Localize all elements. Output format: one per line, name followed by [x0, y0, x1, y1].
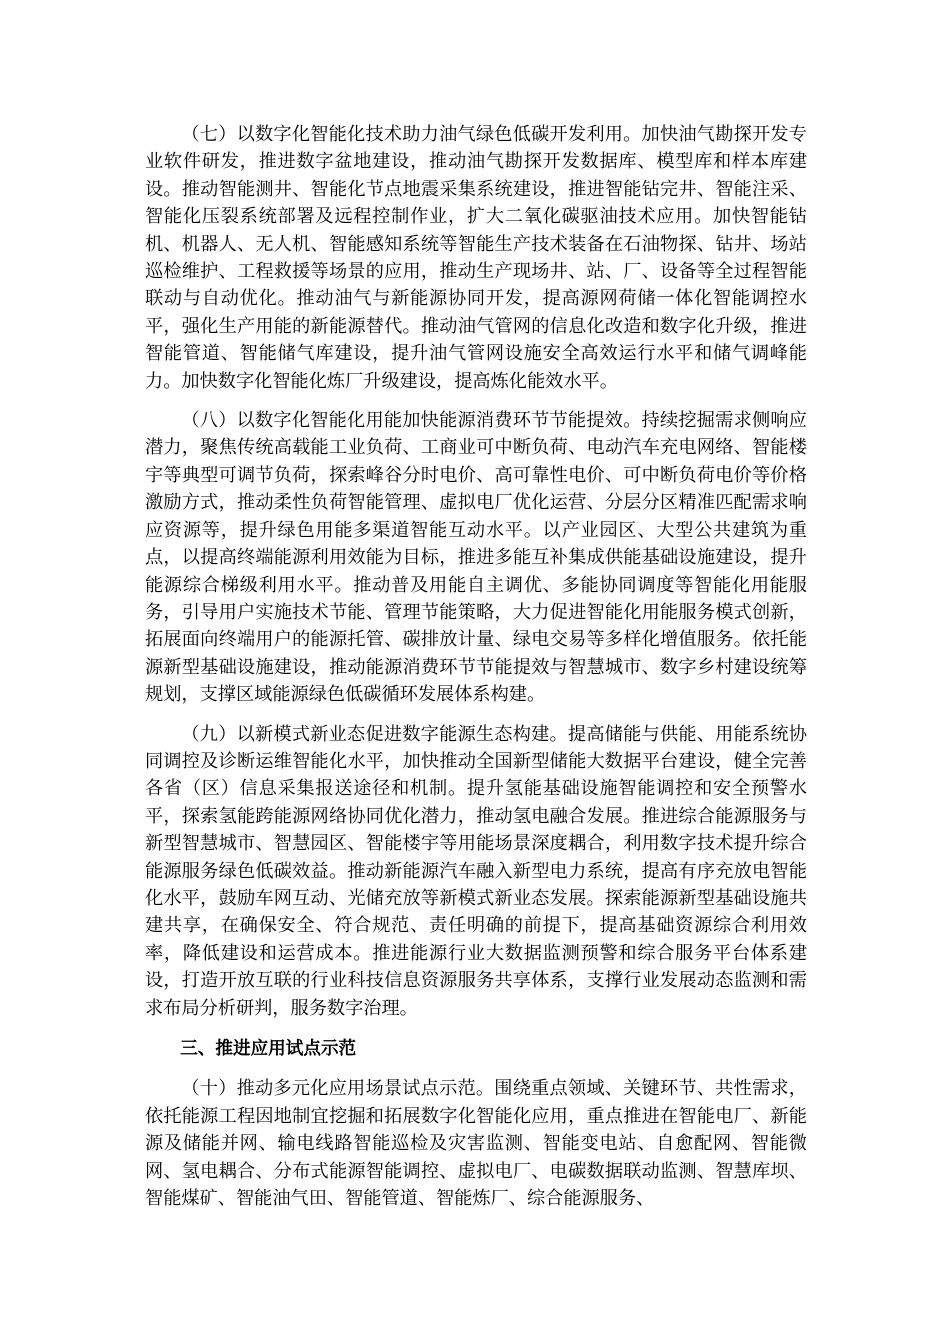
- paragraph-7-oil-gas: （七）以数字化智能化技术助力油气绿色低碳开发利用。加快油气勘探开发专业软件研发，推进数字盆地建设，推动油气勘探开发数据库、模型库和样本库建设。推动智能测井、智能化节点地震采集系统建设，推进智能钻完井、智能注采、智能化压裂系统部署及远程控制作业，扩大二氧化碳驱油技术应用。加快智能钻机、机器人、无人机、智能感知系统等智能生产技术装备在石油物探、钻井、场站巡检维护、工程救援等场景的应用，推动生产现场井、站、厂、设备等全过程智能联动与自动优化。推动油气与新能源协同开发，提高源网荷储一体化智能调控水平，强化生产用能的新能源替代。推动油气管网的信息化改造和数字化升级，推进智能管道、智能储气库建设，提升油气管网设施安全高效运行水平和储气调峰能力。加快数字化智能化炼厂升级建设，提高炼化能效水平。: [145, 124, 807, 392]
- paragraph-10-application-scenarios: （十）推动多元化应用场景试点示范。围绕重点领域、关键环节、共性需求，依托能源工程因地制宜挖掘和拓展数字化智能化应用，重点推进在智能电厂、新能源及储能并网、输电线路智能巡检及灾害监测、智能变电站、自愈配网、智能微网、氢电耦合、分布式能源智能调控、虚拟电厂、电碳数据联动监测、智慧库坝、智能煤矿、智能油气田、智能管道、智能炼厂、综合能源服务、: [145, 1078, 807, 1210]
- document-body: [145, 121, 807, 1212]
- section-heading-pilot-demonstration: 三、推进应用试点示范: [180, 1039, 357, 1059]
- paragraph-9-digital-energy-ecosystem: （九）以新模式新业态促进数字能源生态构建。提高储能与供能、用能系统协同调控及诊断运维智能化水平，加快推动全国新型储能大数据平台建设，健全完善各省（区）信息采集报送途径和机制。提升氢能基础设施智能调控和安全预警水平，探索氢能跨能源网络协同优化潜力，推动氢电融合发展。推进综合能源服务与新型智慧城市、智慧园区、智能楼宇等用能场景深度耦合，利用数字技术提升综合能源服务绿色低碳效益。推动新能源汽车融入新型电力系统，提高有序充放电智能化水平，鼓励车网互动、光储充放等新模式新业态发展。探索能源新型基础设施共建共享，在确保安全、符合规范、责任明确的前提下，提高基础资源综合利用效率，降低建设和运营成本。推进能源行业大数据监测预警和综合服务平台体系建设，打造开放互联的行业科技信息资源服务共享体系，支撑行业发展动态监测和需求布局分析研判，服务数字治理。: [145, 723, 807, 1019]
- paragraph-8-energy-consumption: （八）以数字化智能化用能加快能源消费环节节能提效。持续挖掘需求侧响应潜力，聚焦传统高载能工业负荷、工商业可中断负荷、电动汽车充电网络、智能楼宇等典型可调节负荷，探索峰谷分时电价、高可靠性电价、可中断负荷电价等价格激励方式，推动柔性负荷智能管理、虚拟电厂优化运营、分层分区精准匹配需求响应资源等，提升绿色用能多渠道智能互动水平。以产业园区、大型公共建筑为重点，以提高终端能源利用效能为目标，推进多能互补集成供能基础设施建设，提升能源综合梯级利用水平。推动普及用能自主调优、多能协同调度等智能化用能服务，引导用户实施技术节能、管理节能策略，大力促进智能化用能服务模式创新，拓展面向终端用户的能源托管、碳排放计量、绿电交易等多样化增值服务。依托能源新型基础设施建设，推动能源消费环节节能提效与智慧城市、数字乡村建设统筹规划，支撑区域能源绿色低碳循环发展体系构建。: [145, 410, 807, 706]
